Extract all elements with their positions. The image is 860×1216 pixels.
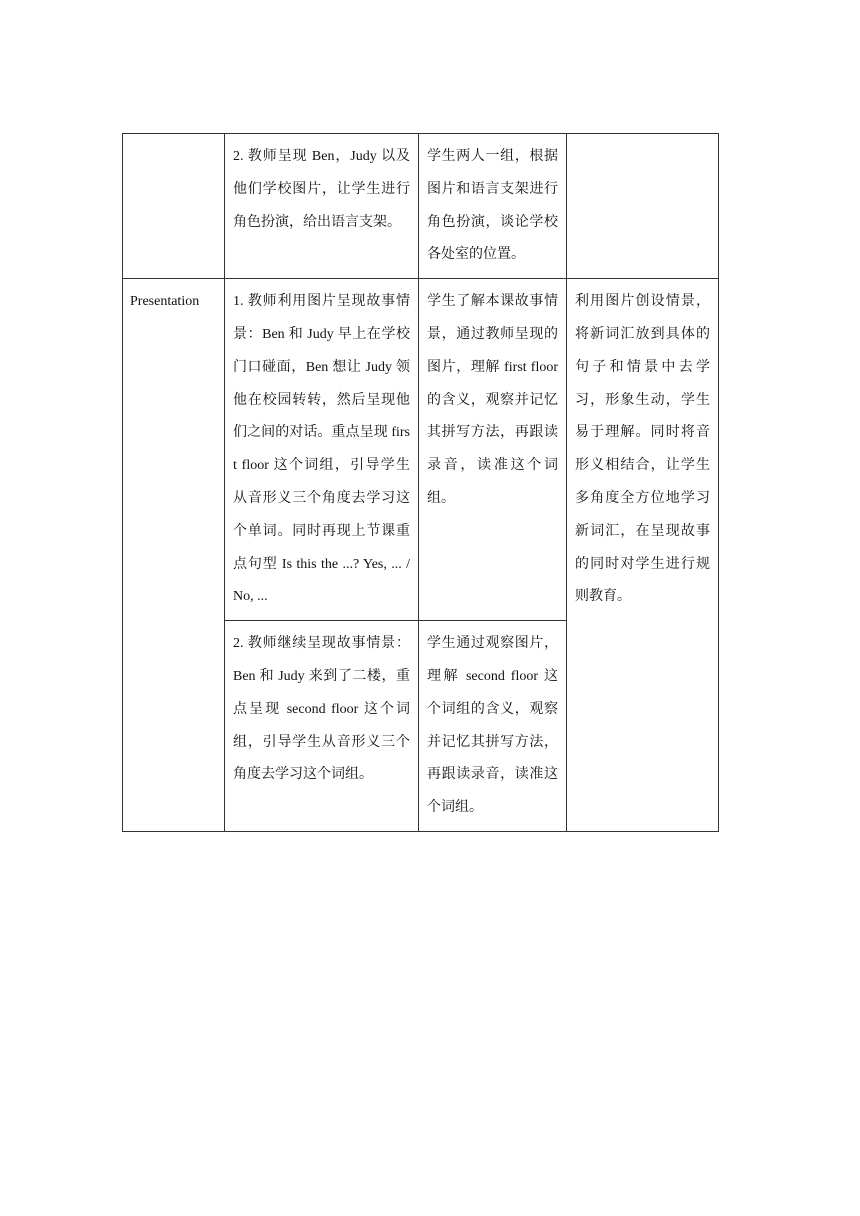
student-activity-cell: 学生了解本课故事情景，通过教师呈现的图片，理解 first floor 的含义，观察并记忆其拼写方法，再跟读录音，读准这个词组。	[419, 279, 567, 621]
stage-cell-empty	[123, 134, 225, 279]
lesson-plan-table	[122, 133, 719, 832]
student-activity-cell: 学生两人一组，根据图片和语言支架进行角色扮演，谈论学校各处室的位置。	[419, 134, 567, 279]
teacher-activity-cell: 2. 教师继续呈现故事情景：Ben 和 Judy 来到了二楼，重点呈现 second floor 这个词组，引导学生从音形义三个角度去学习这个词组。	[225, 621, 419, 832]
teacher-activity-cell: 2. 教师呈现 Ben，Judy 以及他们学校图片，让学生进行角色扮演，给出语言支架。	[225, 134, 419, 279]
purpose-cell-empty	[567, 134, 719, 279]
purpose-cell: 利用图片创设情景，将新词汇放到具体的句子和情景中去学习，形象生动，学生易于理解。同时将音形义相结合，让学生多角度全方位地学习新词汇，在呈现故事的同时对学生进行规则教育。	[567, 279, 719, 832]
student-activity-cell: 学生通过观察图片，理解 second floor 这个词组的含义，观察并记忆其拼写方法，再跟读录音，读准这个词组。	[419, 621, 567, 832]
teacher-activity-cell: 1. 教师利用图片呈现故事情景：Ben 和 Judy 早上在学校门口碰面，Ben 想让 Judy 领他在校园转转，然后呈现他们之间的对话。重点呈现 first floor 这个词组，引导学生从音形义三个角度去学习这个单词。同时再现上节课重点句型 Is this the ...? Yes, ... / No, ...	[225, 279, 419, 621]
table-row	[123, 279, 719, 621]
table-row	[123, 134, 719, 279]
stage-cell-presentation: Presentation	[123, 279, 225, 832]
